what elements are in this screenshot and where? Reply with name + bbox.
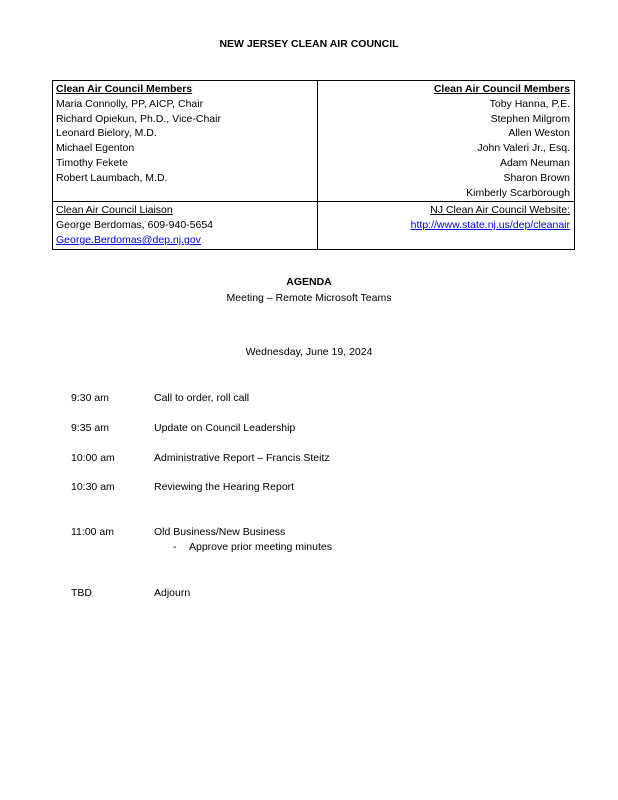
- meeting-date: Wednesday, June 19, 2024: [245, 346, 373, 358]
- agenda-item-desc: Update on Council Leadership: [154, 422, 296, 434]
- member-name: Allen Weston: [508, 127, 570, 140]
- member-name: Stephen Milgrom: [490, 112, 570, 125]
- agenda-title: AGENDA: [286, 276, 332, 288]
- agenda-item-time: TBD: [71, 587, 92, 599]
- member-name: Maria Connolly, PP, AICP, Chair: [56, 97, 204, 110]
- agenda-item-time: 9:35 am: [71, 422, 109, 434]
- members-table: [52, 80, 575, 250]
- agenda-subitem-desc: Approve prior meeting minutes: [189, 541, 332, 553]
- document-title: NEW JERSEY CLEAN AIR COUNCIL: [219, 38, 399, 50]
- member-name: Michael Egenton: [56, 142, 135, 155]
- member-name: Sharon Brown: [503, 171, 570, 184]
- bullet-dash: -: [173, 541, 177, 553]
- member-name: Robert Laumbach, M.D.: [56, 171, 168, 184]
- agenda-item-time: 10:00 am: [71, 452, 115, 464]
- members-right-header: Clean Air Council Members: [433, 83, 570, 95]
- agenda-item-time: 9:30 am: [71, 392, 109, 404]
- member-name: John Valeri Jr., Esq.: [477, 142, 570, 155]
- liaison-name-phone: George Berdomas, 609-940-5654: [56, 219, 214, 232]
- agenda-item-desc: Adjourn: [154, 587, 191, 599]
- agenda-item-desc: Old Business/New Business: [154, 526, 286, 538]
- member-name: Kimberly Scarborough: [466, 186, 570, 199]
- member-name: Leonard Bielory, M.D.: [56, 127, 157, 140]
- website-link[interactable]: http://www.state.nj.us/dep/cleanair: [410, 219, 570, 232]
- liaison-email-link[interactable]: George.Berdomas@dep.nj.gov: [56, 233, 201, 246]
- website-header: NJ Clean Air Council Website:: [430, 204, 570, 217]
- agenda-item-desc: Reviewing the Hearing Report: [154, 481, 295, 493]
- members-right-cell: [318, 81, 575, 202]
- member-name: Timothy Fekete: [56, 156, 128, 169]
- members-left-header: Clean Air Council Members: [56, 83, 193, 95]
- member-name: Adam Neuman: [499, 156, 570, 169]
- agenda-item-time: 10:30 am: [71, 481, 115, 493]
- agenda-subitem: [173, 541, 332, 553]
- member-name: Toby Hanna, P.E.: [489, 97, 570, 110]
- agenda-item-desc: Administrative Report – Francis Steitz: [154, 452, 330, 464]
- website-cell: [318, 202, 575, 249]
- members-left-cell: [53, 81, 318, 202]
- member-name: Richard Opiekun, Ph.D., Vice-Chair: [56, 112, 221, 125]
- agenda-item-desc: Call to order, roll call: [154, 392, 250, 404]
- agenda-subtitle: Meeting – Remote Microsoft Teams: [226, 292, 392, 304]
- liaison-header: Clean Air Council Liaison: [56, 204, 173, 217]
- liaison-cell: [53, 202, 318, 249]
- agenda-item-time: 11:00 am: [71, 526, 114, 538]
